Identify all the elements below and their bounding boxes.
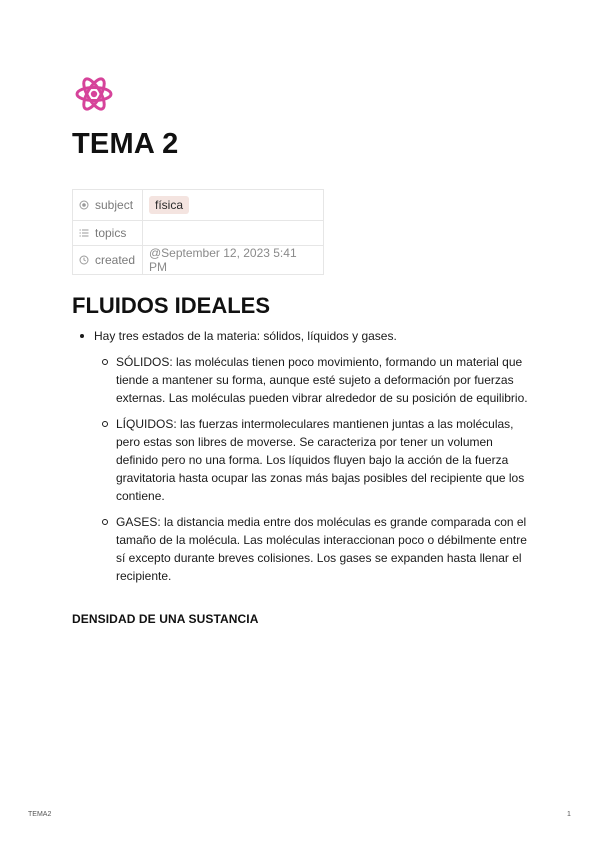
property-row-subject: [73, 190, 324, 221]
subject-tag[interactable]: física: [149, 196, 189, 214]
nested-list-item-liquidos: LÍQUIDOS: las fuerzas intermoleculares mantienen juntas a las moléculas, pero estas son libres de moverse. Se caracteriza por tener un volumen definido pero no una forma. Los líquidos fluyen bajo la acción de la fuerza gravitatoria hasta ocupar las zonas más bajas posibles del recipiente que los contiene.: [94, 415, 532, 505]
list-icon: [79, 228, 89, 238]
property-value-subject[interactable]: [143, 190, 324, 221]
page-title: TEMA 2: [72, 128, 179, 160]
list-item-text: Hay tres estados de la materia: sólidos, líquidos y gases.: [94, 329, 397, 343]
nested-bullet-list: [94, 353, 532, 585]
property-row-topics: [73, 221, 324, 246]
status-circle-icon: [79, 200, 89, 210]
nested-list-item-gases: GASES: la distancia media entre dos moléculas es grande comparada con el tamaño de la molécula. Las moléculas interaccionan poco o débilmente entre sí excepto durante breves colisiones. Los gases se expanden hasta llenar el recipiente.: [94, 513, 532, 585]
property-row-created: [73, 246, 324, 275]
property-key-created: [73, 246, 143, 275]
properties-table: [72, 189, 324, 275]
property-label-subject: subject: [95, 198, 134, 212]
property-label-created: created: [95, 253, 136, 267]
property-label-topics: topics: [95, 226, 127, 240]
property-value-topics[interactable]: [143, 221, 324, 246]
section-content: [72, 327, 532, 593]
subheading-densidad: DENSIDAD DE UNA SUSTANCIA: [72, 612, 259, 626]
list-item: [72, 327, 532, 585]
property-key-subject: [73, 190, 143, 221]
clock-icon: [79, 255, 89, 265]
footer-title: TEMA2: [28, 811, 52, 818]
page-number: 1: [567, 811, 571, 818]
atom-icon: [74, 74, 114, 114]
property-value-created: @September 12, 2023 5:41 PM: [143, 246, 324, 275]
bullet-list: [72, 327, 532, 585]
nested-list-item-solidos: SÓLIDOS: las moléculas tienen poco movimiento, formando un material que tiende a mantener su forma, aunque esté sujeto a deformación por fuerzas externas. Las moléculas pueden vibrar alrededor de su posición de equilibrio.: [94, 353, 532, 407]
property-key-topics: [73, 221, 143, 246]
section-heading: FLUIDOS IDEALES: [72, 293, 271, 318]
